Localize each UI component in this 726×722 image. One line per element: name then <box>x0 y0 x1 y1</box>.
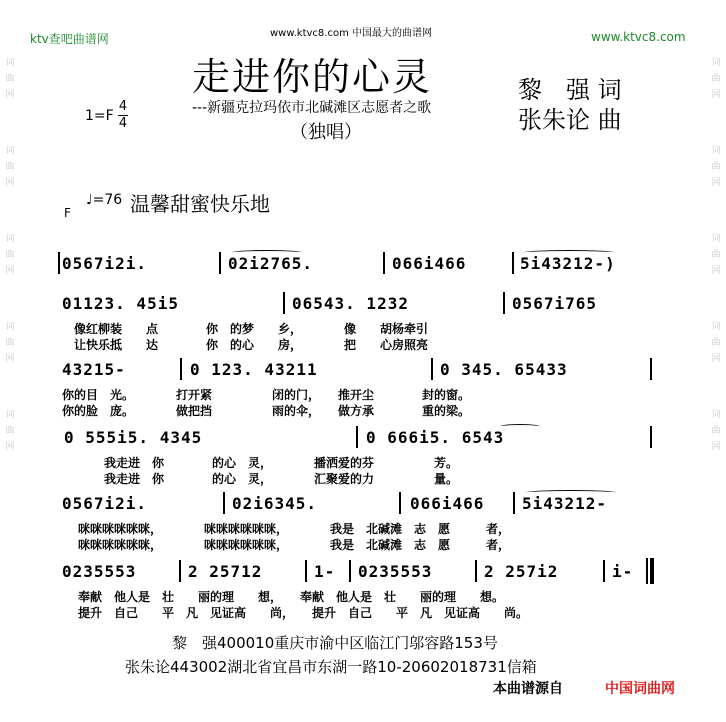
barline <box>179 560 181 582</box>
ending-measure-1: 0235553 <box>62 562 137 581</box>
ending-measure-6: i- <box>612 562 634 581</box>
source-label: 本曲谱源自 <box>493 681 563 697</box>
verse-measure-4: 43215- <box>62 360 126 379</box>
tie-arc <box>500 424 540 429</box>
barline <box>399 492 401 514</box>
verse-measure-6: 0 345. 65433 <box>440 360 568 379</box>
contact-address-lyricist: 黎 强400010重庆市渝中区临江门邬容路153号 <box>172 634 498 652</box>
intro-measure-1: 0567i2i. <box>62 254 148 273</box>
song-title: 走进你的心灵 <box>192 55 433 99</box>
barline <box>180 358 182 380</box>
ending-measure-3: 1- <box>314 562 336 581</box>
chorus-measure-6: 5i43212- <box>522 494 608 513</box>
barline <box>283 292 285 314</box>
lyric-line-1: 咪咪咪咪咪咪， 咪咪咪咪咪咪， 我是 北碱滩 志 愿 者， <box>78 522 511 536</box>
site-name-right: www.ktvc8.com <box>591 30 686 44</box>
ending-measure-5: 2 257i2 <box>484 562 559 581</box>
barline <box>223 492 225 514</box>
verse-measure-1: 01123. 45i5 <box>62 294 179 313</box>
lyric-line-2: 我走进 你 的心 灵， 汇聚爱的力 量。 <box>104 472 459 486</box>
lyricist-credit: 黎 强 词 <box>518 76 622 104</box>
intro-measure-3: 066i466 <box>392 254 467 273</box>
tie-arc <box>232 250 302 255</box>
lyric-line-2: 提升 自己 平 凡 见证高 尚， 提升 自己 平 凡 见证高 尚。 <box>78 606 529 620</box>
barline <box>512 252 514 274</box>
site-name-left: ktv查吧曲谱网 <box>30 32 109 46</box>
key-signature: 1=F <box>85 108 114 124</box>
chorus-measure-3: 0567i2i. <box>62 494 148 513</box>
barline <box>475 560 477 582</box>
lyric-line-2: 让快乐抵 达 你 的心 房， 把 心房照亮 <box>74 338 429 352</box>
lyric-line-2: 你的脸 庞。 做把挡 雨的伞， 做方承 重的梁。 <box>62 404 471 418</box>
chorus-measure-1: 0 555i5. 4345 <box>64 428 203 447</box>
ending-measure-2: 2 25712 <box>188 562 263 581</box>
chorus-measure-4: 02i6345. <box>232 494 318 513</box>
barline <box>58 252 60 274</box>
barline <box>503 292 505 314</box>
lyric-line-1: 奉献 他人是 壮 丽的理 想， 奉献 他人是 壮 丽的理 想。 <box>78 590 505 604</box>
source-site-link[interactable]: 中国词曲网 <box>605 681 675 697</box>
barline <box>431 358 433 380</box>
tempo-marking: ♩=76 <box>86 192 123 208</box>
barline <box>650 358 652 380</box>
barline <box>513 492 515 514</box>
song-subtitle: ---新疆克拉玛依市北碱滩区志愿者之歌 <box>192 100 432 116</box>
barline <box>383 252 385 274</box>
watermark-left: 词 曲 网 词 曲 网 词 曲 网 词 曲 网 词 曲 网 <box>5 58 15 452</box>
composer-credit: 张朱论 曲 <box>518 106 622 134</box>
watermark-right: 词 曲 网 词 曲 网 词 曲 网 词 曲 网 词 曲 网 <box>711 58 721 452</box>
chorus-measure-5: 066i466 <box>410 494 485 513</box>
barline <box>219 252 221 274</box>
lyric-line-2: 咪咪咪咪咪咪， 咪咪咪咪咪咪， 我是 北碱滩 志 愿 者， <box>78 538 511 552</box>
ending-measure-4: 0235553 <box>358 562 433 581</box>
lyric-line-1: 我走进 你 的心 灵， 播洒爱的芬 芳。 <box>104 456 459 470</box>
final-barline <box>650 558 654 584</box>
time-signature: 4 4 <box>118 99 128 131</box>
lyric-line-1: 你的目 光。 打开紧 闭的门， 推开尘 封的窗。 <box>62 388 471 402</box>
chorus-measure-2: 0 666i5. 6543 <box>366 428 505 447</box>
expression-marking: 温馨甜蜜快乐地 <box>130 192 270 216</box>
verse-measure-3: 0567i765 <box>512 294 598 313</box>
site-banner-center: www.ktvc8.com 中国最大的曲谱网 <box>270 28 433 39</box>
barline <box>603 560 605 582</box>
tempo-key-label: F <box>64 206 71 220</box>
barline <box>650 426 652 448</box>
intro-measure-2: 02i2765. <box>228 254 314 273</box>
final-barline <box>646 558 648 584</box>
verse-measure-5: 0 123. 43211 <box>190 360 318 379</box>
tie-arc <box>524 250 614 255</box>
contact-address-composer: 张朱论443002湖北省宜昌市东湖一路10-20602018731信箱 <box>125 658 537 676</box>
performance-mode: （独唱） <box>290 122 362 143</box>
barline <box>305 560 307 582</box>
intro-measure-4: 5i43212-) <box>520 254 616 273</box>
tie-arc <box>526 490 616 495</box>
verse-measure-2: 06543. 1232 <box>292 294 409 313</box>
barline <box>356 426 358 448</box>
barline <box>349 560 351 582</box>
lyric-line-1: 像红柳装 点 你 的梦 乡， 像 胡杨牵引 <box>74 322 429 336</box>
